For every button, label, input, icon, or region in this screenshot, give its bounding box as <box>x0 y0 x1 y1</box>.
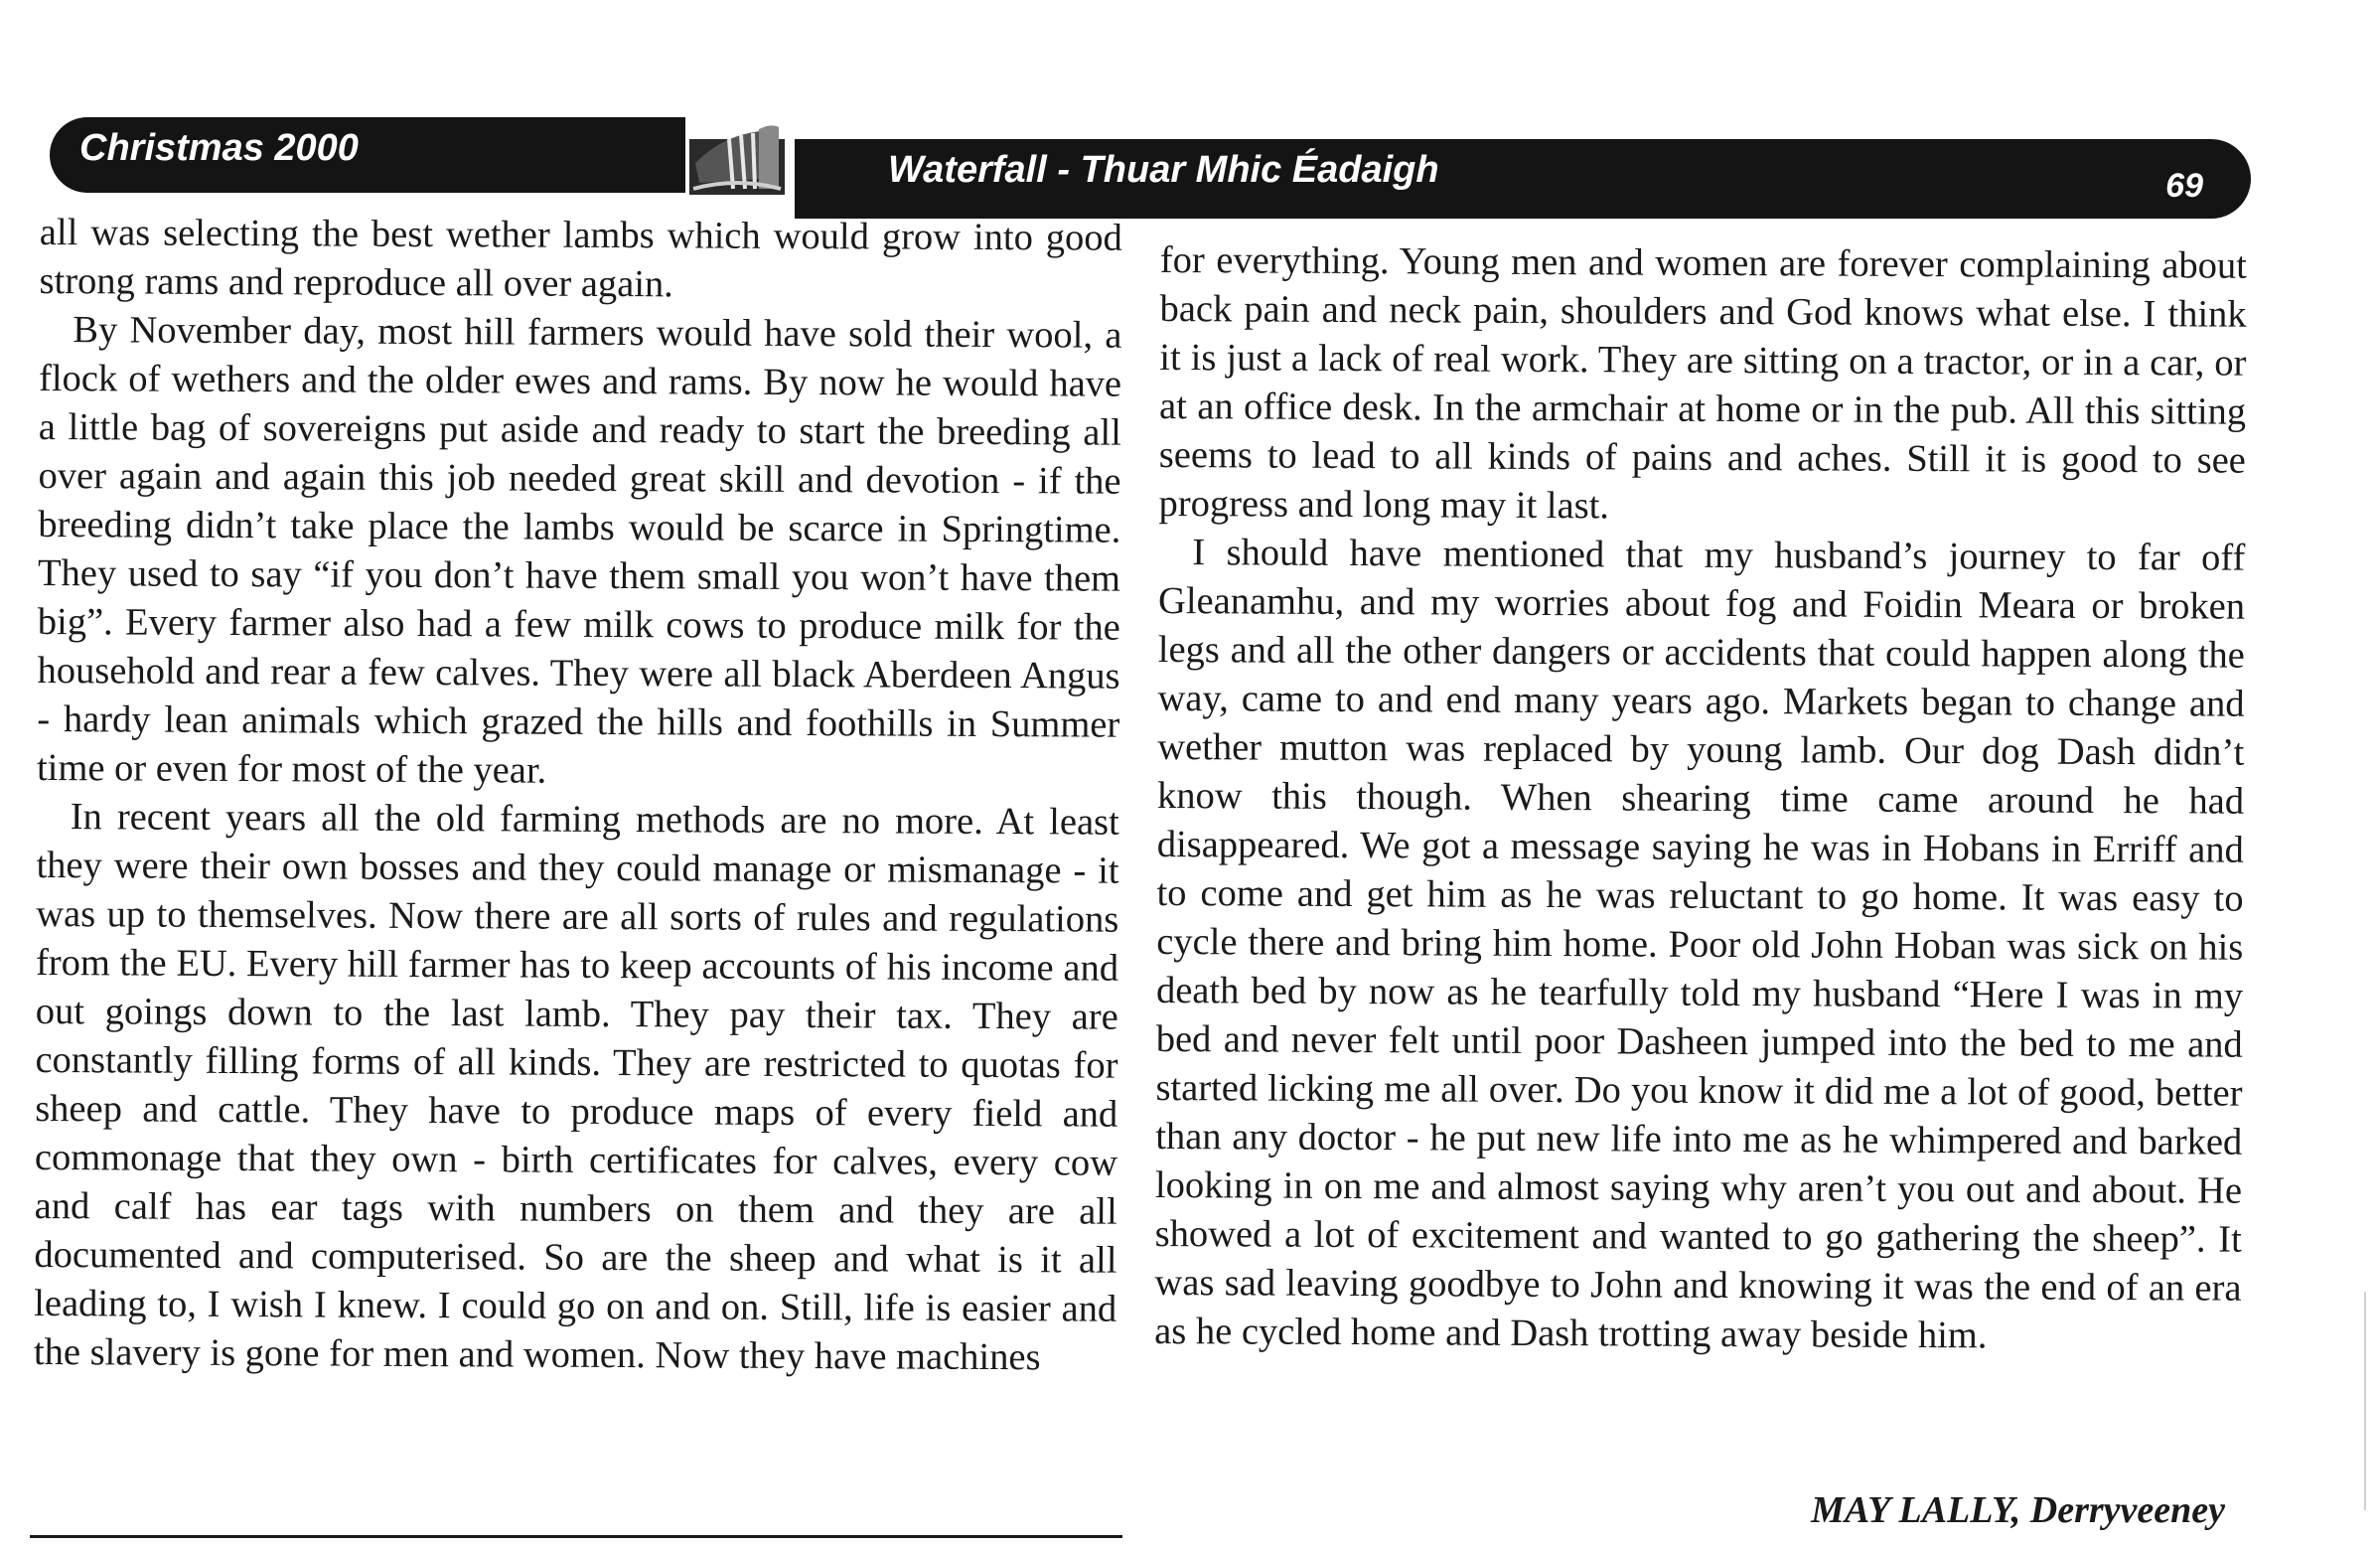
paragraph: for everything. Young men and women are forever complaining about back pain and neck pain, shoulders and God knows what else. I think it is just a lack of real work. They are sitting on a tractor, or in a car, or at an office desk. In the armchair at home or in the pub. All this sitting seems to lead to all kinds of pains and aches. Still it is good to see progress and long may it last. <box>1158 238 2247 528</box>
author-signature: MAY LALLY, Derryveeney <box>1811 1489 2225 1531</box>
waterfall-icon <box>689 119 785 195</box>
right-column <box>1154 236 2247 1362</box>
bottom-divider <box>30 1535 1122 1538</box>
paragraph: all was selecting the best wether lambs which would grow into good strong rams and reproduce all over again. <box>39 211 1122 306</box>
paragraph: I should have mentioned that my husband’s journey to far off Gleanamhu, and my worries about fog and Foidin Meara or broken legs and all the other dangers or accidents that could happen along the way, came to and end many years ago. Markets began to change and wether mutton was replaced by young lamb. Our dog Dash didn’t know this though. When shearing time came around he had disappeared. We got a message saying he was in Hobans in Erriff and to come and get him as he was reluctant to go home. It was easy to cycle there and bring him home. Poor old John Hoban was sick on his death bed by now as he tearfully told my husband “Here I was in my bed and never felt until poor Dasheen jumped into the bed to me and started licking me all over. Do you know it did me a lot of good, better than any doctor - he put new life into me as he whimpered and barked looking in on me and almost saying why aren’t you out and about. He showed a lot of excitement and wanted to go gathering the sheep”. It was sad leaving goodbye to John and knowing it was the end of an era as he cycled home and Dash trotting away beside him. <box>1154 532 2246 1357</box>
publication-title: Waterfall - Thuar Mhic Éadaigh <box>888 149 1439 191</box>
paragraph: By November day, most hill farmers would have sold their wool, a flock of wethers and the older ewes and rams. By now he would have a little bag of sovereigns put aside and ready to start the breeding all over again and again this job needed great skill and devotion - if the breeding didn’t take place the lambs would be scarce in Springtime. They used to say “if you don’t have them small you won’t have them big”. Every farmer also had a few milk cows to produce milk for the household and rear a few calves. They were all black Aberdeen Angus - hardy lean animals which grazed the hills and foothills in Summer time or even for most of the year. <box>36 309 1122 792</box>
header-right-bar <box>795 139 2251 219</box>
issue-label: Christmas 2000 <box>79 127 359 169</box>
page-edge <box>2364 1292 2366 1510</box>
header-left-bar <box>50 117 685 193</box>
paragraph: In recent years all the old farming methods are no more. At least they were their own bosses and they could manage or mismanage - it was up to themselves. Now there are all sorts of rules and regulations from the EU. Every hill farmer has to keep accounts of his income and out goings down to the last lamb. They pay their tax. They are constantly filling forms of all kinds. They are restricted to quotas for sheep and cattle. They have to produce maps of every field and commonage that they own - birth certificates for calves, every cow and calf has ear tags with numbers on them and they are all documented and computerised. So are the sheep and what is it all leading to, I wish I knew. I could go on and on. Still, life is easier and the slavery is gone for men and women. Now they have machines <box>33 796 1119 1379</box>
left-column <box>34 209 1122 1383</box>
page-number: 69 <box>2165 167 2203 205</box>
